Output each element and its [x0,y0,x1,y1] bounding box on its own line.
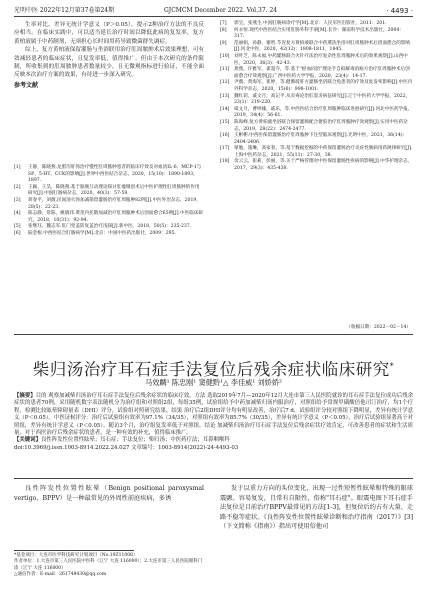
reference-item: [18] 余云云，崔莉，彭丽，等.关于严格管理对中医保留灌肠性疾病的影响[J].中华护理杂志，2017，29(3)：435-438. [220,159,413,172]
section-divider [14,334,413,335]
funding-note: *基金项目：大连市医学科技研究计划项目（No.19Z11008） [14,553,138,558]
reference-item: [14] 威文月，曹坤雄，戚乐，等.中西医结合治疗肛周脓肿临床进展研究[J].河北中医药学报，2019，34(4)：56-61. [220,106,413,119]
keywords-label: 【关键词】 [14,437,41,444]
body-paragraph: 发于以重力方向的头位变化，出现一过性短暂性眩晕和特殊的眼球震颤。容易复发，且常有自限性，俗称"耳石症"。眼震电图下耳石症手法复位是目前治疗BPPV最常见的方法[1-3]，但复位后约占有大量、走路不稳等症状。《良性阵发性位置性眩晕诊断和治疗指南（2017）》[3]（下文简称《指南》）指出可使用倍他司 [220,485,414,531]
body-right-column [220,484,413,532]
footnotes [14,553,204,579]
author-list: 马效麟¹ 陈忠刚¹ 窦健黔¹△ 李佳威¹ 刘娇娇² [145,378,282,387]
article-title: 柴归汤治疗耳石症手法复位后残余症状临床研究* [32,360,395,379]
running-header [14,6,413,17]
reference-item: [2] 王颖，王昊，陈晓燕.基于脑肠互动理论探讨肛瘘微创术后中医护理性肛周脓肿的作用研究[J].中国肛肠病杂志，2020，40(3)：57-59. [14,184,200,197]
journal-name: 光明中医 2022年12月第37卷第24期 [14,7,115,14]
references-heading: 参考文献 [14,81,39,89]
paragraph: 生率对比，差异无统计学意义（P＞0.05），提示2种治疗方法的不良反应相当。在临床实践中，可以适当延长治疗时间以降低此病的复发率，复方黄柏液属于中药制剂，无须担心长时间用药导致微菌群失调症。 [14,22,204,45]
reference-item: [11] 龚燕，许雅军，翟超寺，等.基于"瘀血同治"理论手自拟解毒消痈方治疗肛周脓肿术后创面愈合疗效观察[J].广西中医药大学学报，2020，23(4)：14-17. [220,67,410,79]
body-left-column [14,484,204,503]
footnote-divider [14,550,134,551]
article-meta: doi:10.3969/j.issn.1003-8914.2022.24.027 文章编号：1003-8914(2022)-24-4493-03 [14,444,239,451]
reference-item: [9] 范丽娟，孙静，谢智.芩连复方黄柏液联合中药熏洗坐浴对肛周脓肿术后创面愈合的影响[J].河北中医，2020，42(12)：1808-1811，1845. [220,40,411,53]
corresponding-author-note: △通信作者：E-mail：261748430@qq.com [14,572,107,578]
reference-item: [17] 蒙勉，施琳，高家春，等.基于数据挖掘的中药保留灌肠治疗炎症性肠病用药规律研究[J].上海中医药杂志，2021，55(11)：27-30，38. [220,146,413,158]
reference-item: [1] 王静，陈晓燕.龙胆泻肝汤治疗慢性肛周脓肿患者的临床疗效及对血清IL-6、MCP-1与SP、5-HT、CCK的影响[J].世界中西医结合杂志，2020，15(10)：1890-1893，1897. [14,165,202,184]
keywords: 【关键词】良性阵发性位置性眩晕；耳石症；手法复位；柴归汤；中医药疗法；耳鼻咽喉科 [14,437,230,444]
references-list-right [220,21,413,173]
reference-item: [6] 陆金根.中西医结合肛肠病学[M].北京：中国中医药出版社，2009：295. [14,230,176,236]
section-divider [14,478,413,479]
received-date: （收稿日期：2022－02－14） [346,325,411,330]
reference-item: [12] 尹薇，黄海军，崔婷，等.健脾疏肝方灌肠坐浴联合免患者的疗效及复发率影响[J].中医内外科学杂志，2020，15(6)：998-1001. [220,80,413,92]
reference-item: [10] 刘叶芝，陈永福.中药灌肠联合火针疗法治疗复杂性肛周脓肿术后的效果观察[J].山西中医，2020，36(3)：42-43. [220,53,408,66]
reference-item: [3] 蒋春平，刘薇.民间清火汤加减保留灌肠治疗肛周脓肿82例[J].中医外治杂志，2019，28(5)：22-23. [14,197,201,210]
references-list-left [14,165,204,238]
abstract: 【摘要】目的 观察加减柴归汤治疗耳石症手法复位后残余症状的临床疗效。方法 选取2019年7月—2020年12月大连市第三人民医院就诊的耳石症手法复位成功后残余症状的患者70例，采用随机数字表法随机分为治疗组和对照组2组，每组35例，试验组给予中药加减柴归汤内服治疗，对照组给予常规甲磺酸倍他司汀治疗，均1个疗程，检测比较眩晕障碍量表（DHI）评分，试验组对照研究结果。结果 治疗后2组DHI评分均有明显改善，治疗后7 d，试验组评分较对照组下降明显，差异有统计学意义（P＜0.05）。中医证候评分：治疗后试验组有效率为97.1%（34/35），对照组有效率为85.7%（30/35），差异有统计学意义（P＜0.05），治疗后试验组显著高于对照组，差异有统计学意义（P＜0.05）。随访3个月，治疗组复发率低于对照组。结论 加减柴归汤治疗耳石症手法复位后残余症状疗效肯定，可改善患者的症状和生活质量，对于西医治疗后残余症状的患者，是一种有效的补充，值得临床推广。 [14,393,413,437]
reference-item: [7] 郭宝，张燕生.中国肛肠病诊疗学[M].北京：人民军医出版社，2011：201. [220,21,387,26]
reference-item: [13] 魏红彩，戚文月，高记平.从炎毒论治肛窦炎病征研究[J].辽宁中医药大学学报，2022，23(1)：219-220. [220,93,411,106]
reference-item: [5] 张继珏，魏志军.肛门变盖防复盖治疗浅探[J].新中医，2018，50(5)：235-237. [14,224,192,230]
reference-item: [4] 陈志静，常陈，姚晓玮.黄芪内托散加减治疗肛周脓肿术后创面愈合65例[J].中医临床研究，2018，10(31)：92-94. [14,211,203,223]
abstract-block [14,393,413,452]
abstract-label: 【摘要】 [14,393,36,399]
affiliation-note: 作者单位：1.大连市第三人民医院中医科（辽宁 大连 116000）；2.大连市第三人民医院眼科门诊（辽宁 大连 116000） [14,559,203,571]
paragraph: 综上，复方黄柏液保留灌肠与坐浴联用治疗肛周脓肿术后效果理想，可有效减轻患者的临床症状，且复发率低，值得推广。但由于本次研究的条件限制，所收集到的肛周脓肿患者数量较少，且无微观指标进行验证，不能全面反映本次治疗方案的效果，有待进一步深入研究。 [14,47,205,79]
body-paragraph: 良性阵发性位置性眩晕（Benign positional paroxysmal vertigo，BPPV）是一种最常见的外周性前庭疾病，多诱 [14,485,204,502]
top-left-column [14,21,204,90]
reference-item: [15] 陈海峰.复方黄柏液坐浴联合保留灌肠配合捷胶治疗肛周脓肿疗效观察[J].实用中医药杂志，2019，28(22)：2474-2477. [220,119,408,132]
reference-item: [8] 何永恒.现代中西医结合实用肛肠外科手册[M].长沙：湖南科学技术出版社，2004：317. [220,27,404,40]
journal-name-en: GJCMCM December 2022. Vol.37. 24 [164,7,278,14]
page-number: · 4493 · [386,7,413,15]
reference-item: [16] 王彬彬.中西医保留灌肠治疗肛周脓肿下注型临床观察[J].光明中医，2021，36(14)：2404-2406. [220,133,408,145]
